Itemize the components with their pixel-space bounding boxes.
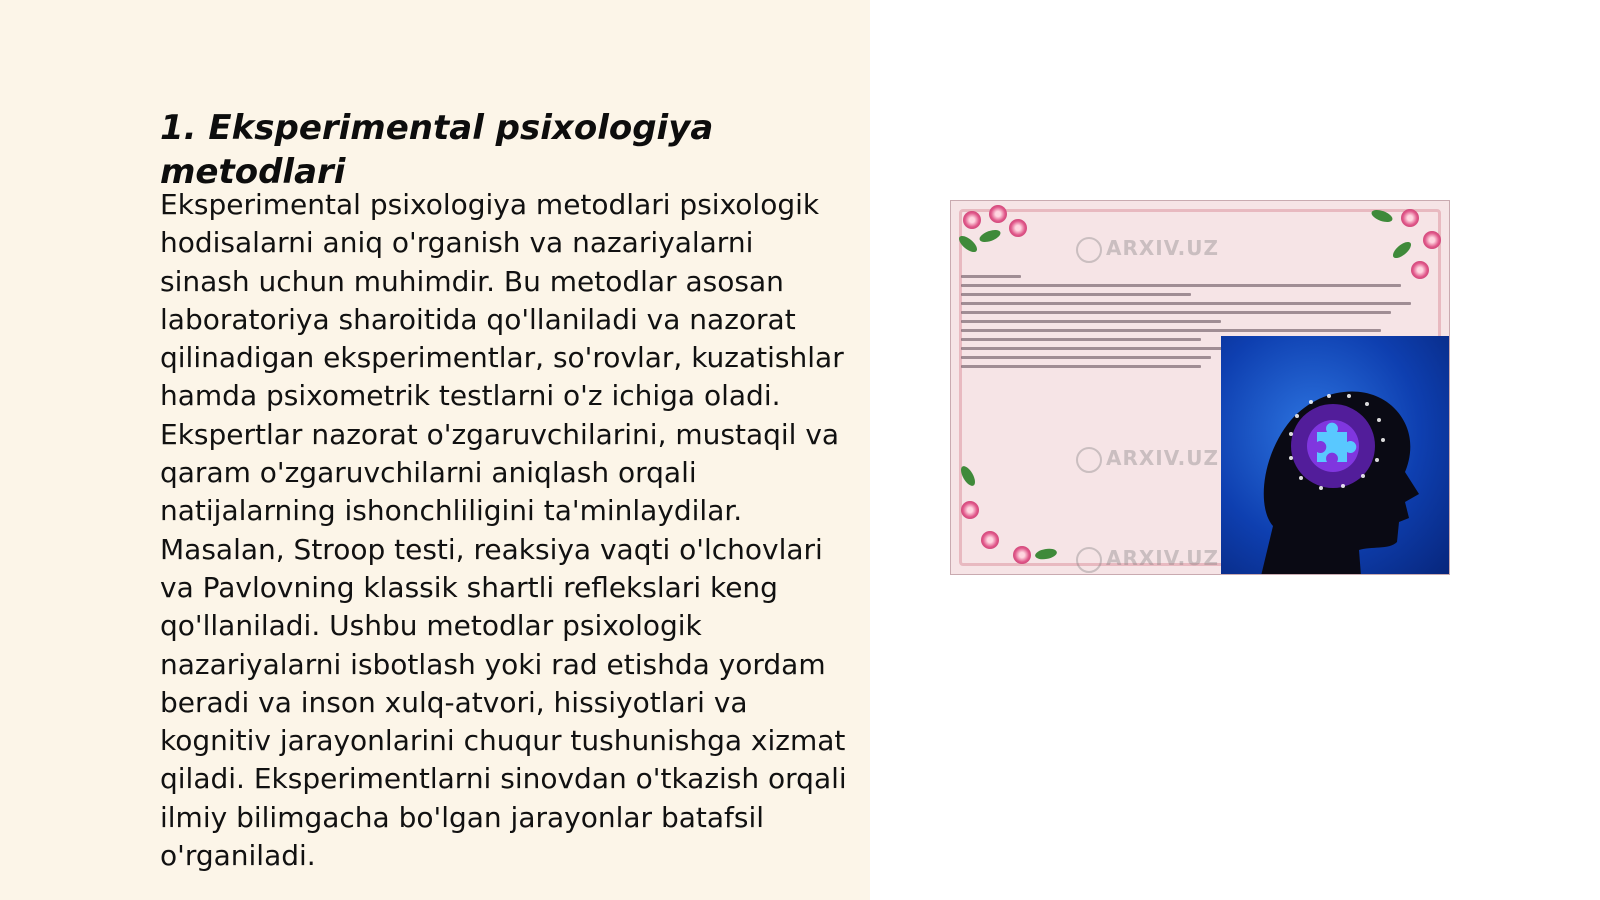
slide-title: 1. Eksperimental psixologiya metodlari — [160, 108, 714, 192]
magnifier-icon — [1076, 547, 1102, 573]
watermark: ARXIV.UZ — [1076, 236, 1219, 263]
watermark: ARXIV.UZ — [1076, 446, 1219, 473]
flower-decoration — [1009, 219, 1027, 237]
flower-decoration — [1013, 546, 1031, 564]
magnifier-icon — [1076, 447, 1102, 473]
flower-decoration — [989, 205, 1007, 223]
illustration-image — [950, 200, 1450, 575]
magnifier-icon — [1076, 237, 1102, 263]
head-puzzle-icon — [1221, 336, 1450, 575]
flower-decoration — [961, 501, 979, 519]
flower-decoration — [1423, 231, 1441, 249]
slide-body-text: Eksperimental psixologiya metodlari psixologik hodisalarni aniq o'rganish va nazariyalarni sinash uchun muhimdir. Bu metodlar asosan laboratoriya sharoitida qo'llaniladi va nazorat qilinadigan eksperimentlar, so'rovlar, kuzatishlar hamda psixometrik testlarni o'z ichiga oladi. Ekspertlar nazorat o'zgaruvchilarini, mustaqil va qaram o'zgaruvchilarni aniqlash orqali natijalarning ishonchliligini ta'minlaydilar. Masalan, Stroop testi, reaksiya vaqti o'lchovlari va Pavlovning klassik shartli reflekslari keng qo'llaniladi. Ushbu metodlar psixologik nazariyalarni isbotlash yoki rad etishda yordam beradi va inson xulq-atvori, hissiyotlari va kognitiv jarayonlarini chuqur tushunishga xizmat qiladi. Eksperimentlarni sinovdan o'tkazish orqali ilmiy bilimgacha bo'lgan jarayonlar batafsil o'rganiladi. — [160, 188, 847, 873]
head-silhouette-icon — [1221, 336, 1450, 575]
flower-decoration — [1401, 209, 1419, 227]
watermark: ARXIV.UZ — [1076, 546, 1219, 573]
flower-decoration — [963, 211, 981, 229]
flower-decoration — [981, 531, 999, 549]
